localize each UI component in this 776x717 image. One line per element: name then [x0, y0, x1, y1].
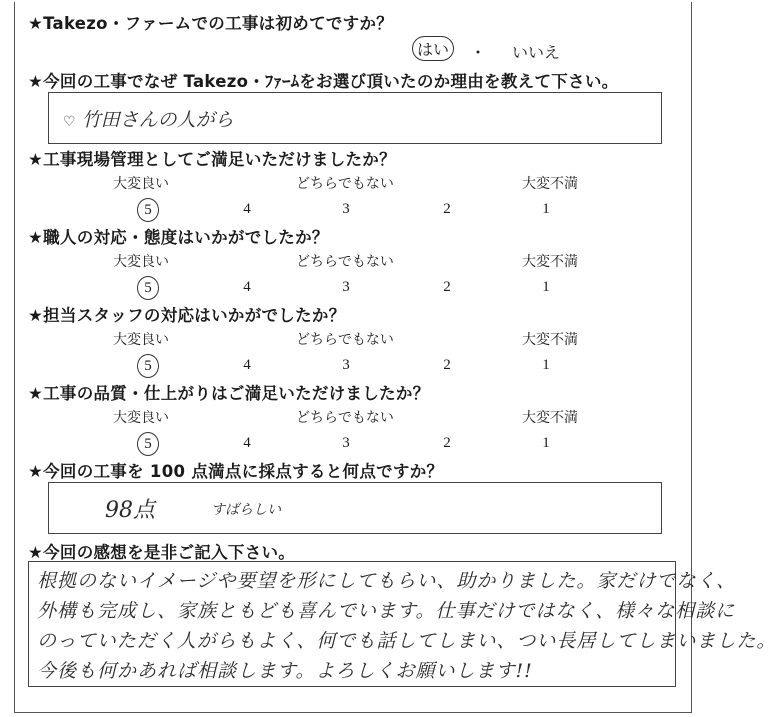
- rating-question: ★工事現場管理としてご満足いただけましたか？: [28, 150, 396, 169]
- rating-option[interactable]: 3: [342, 279, 350, 295]
- scale-label-worst: 大変不満: [522, 410, 578, 426]
- rating-option[interactable]: 4: [243, 279, 251, 295]
- answer-no: いいえ: [512, 43, 561, 62]
- rating-option[interactable]: 1: [542, 201, 550, 217]
- scale-label-best: 大変良い: [113, 410, 169, 426]
- rating-option[interactable]: 3: [342, 435, 350, 451]
- question-impression: ★今回の感想を是非ご記入下さい。: [28, 543, 296, 562]
- reason-answer-box: [48, 92, 662, 144]
- impression-line: 外構も完成し、家族ともども喜んでいます。仕事だけではなく、様々な相談に: [37, 600, 736, 622]
- rating-option[interactable]: 5: [137, 432, 159, 456]
- rating-option[interactable]: 1: [542, 435, 550, 451]
- rating-option[interactable]: 5: [137, 198, 159, 222]
- rating-option[interactable]: 4: [243, 357, 251, 373]
- scale-label-neutral: どちらでもない: [296, 410, 394, 426]
- heart-icon: ♡: [63, 114, 76, 130]
- question-score: ★今回の工事を 100 点満点に採点すると何点ですか？: [28, 462, 444, 481]
- impression-answer-box: [28, 561, 776, 687]
- answer-yes: はい: [412, 38, 454, 61]
- rating-option[interactable]: 5: [137, 276, 159, 300]
- rating-option[interactable]: 2: [443, 435, 451, 451]
- rating-option[interactable]: 4: [243, 435, 251, 451]
- rating-option[interactable]: 5: [137, 354, 159, 378]
- scale-label-best: 大変良い: [113, 332, 169, 348]
- answer-separator: ・: [470, 43, 487, 62]
- scale-label-best: 大変良い: [113, 176, 169, 192]
- rating-question: ★担当スタッフの対応はいかがでしたか？: [28, 306, 346, 325]
- scale-label-worst: 大変不満: [522, 332, 578, 348]
- rating-question: ★工事の品質・仕上がりはご満足いただけましたか？: [28, 384, 430, 403]
- scale-label-worst: 大変不満: [522, 176, 578, 192]
- score-answer-box: [48, 482, 662, 534]
- scale-label-worst: 大変不満: [522, 254, 578, 270]
- impression-line: のっていただく人がらもよく、何でも話してしまい、つい長居してしまいました。: [37, 630, 776, 652]
- rating-option[interactable]: 3: [342, 201, 350, 217]
- scale-label-best: 大変良い: [113, 254, 169, 270]
- impression-line: 根拠のないイメージや要望を形にしてもらい、助かりました。家だけでなく、: [37, 570, 737, 592]
- score-comment: すばらしい: [211, 502, 281, 518]
- reason-answer: 竹田さんの人がら: [81, 109, 234, 131]
- rating-option[interactable]: 3: [342, 357, 350, 373]
- rating-option[interactable]: 2: [443, 279, 451, 295]
- rating-question: ★職人の対応・態度はいかがでしたか？: [28, 228, 329, 247]
- rating-option[interactable]: 2: [443, 357, 451, 373]
- rating-option[interactable]: 4: [243, 201, 251, 217]
- rating-option[interactable]: 2: [443, 201, 451, 217]
- question-first-time: ★Takezo・ファームでの工事は初めてですか？: [28, 14, 394, 33]
- impression-line: 今後も何かあれば相談します。よろしくお願いします!!: [37, 660, 533, 682]
- score-value: 98点: [105, 498, 155, 523]
- rating-option[interactable]: 1: [542, 357, 550, 373]
- question-reason: ★今回の工事でなぜ Takezo・ﾌｧｰﾑをお選び頂いたのか理由を教えて下さい。: [28, 72, 619, 91]
- scale-label-neutral: どちらでもない: [296, 254, 394, 270]
- rating-option[interactable]: 1: [542, 279, 550, 295]
- scale-label-neutral: どちらでもない: [296, 176, 394, 192]
- scale-label-neutral: どちらでもない: [296, 332, 394, 348]
